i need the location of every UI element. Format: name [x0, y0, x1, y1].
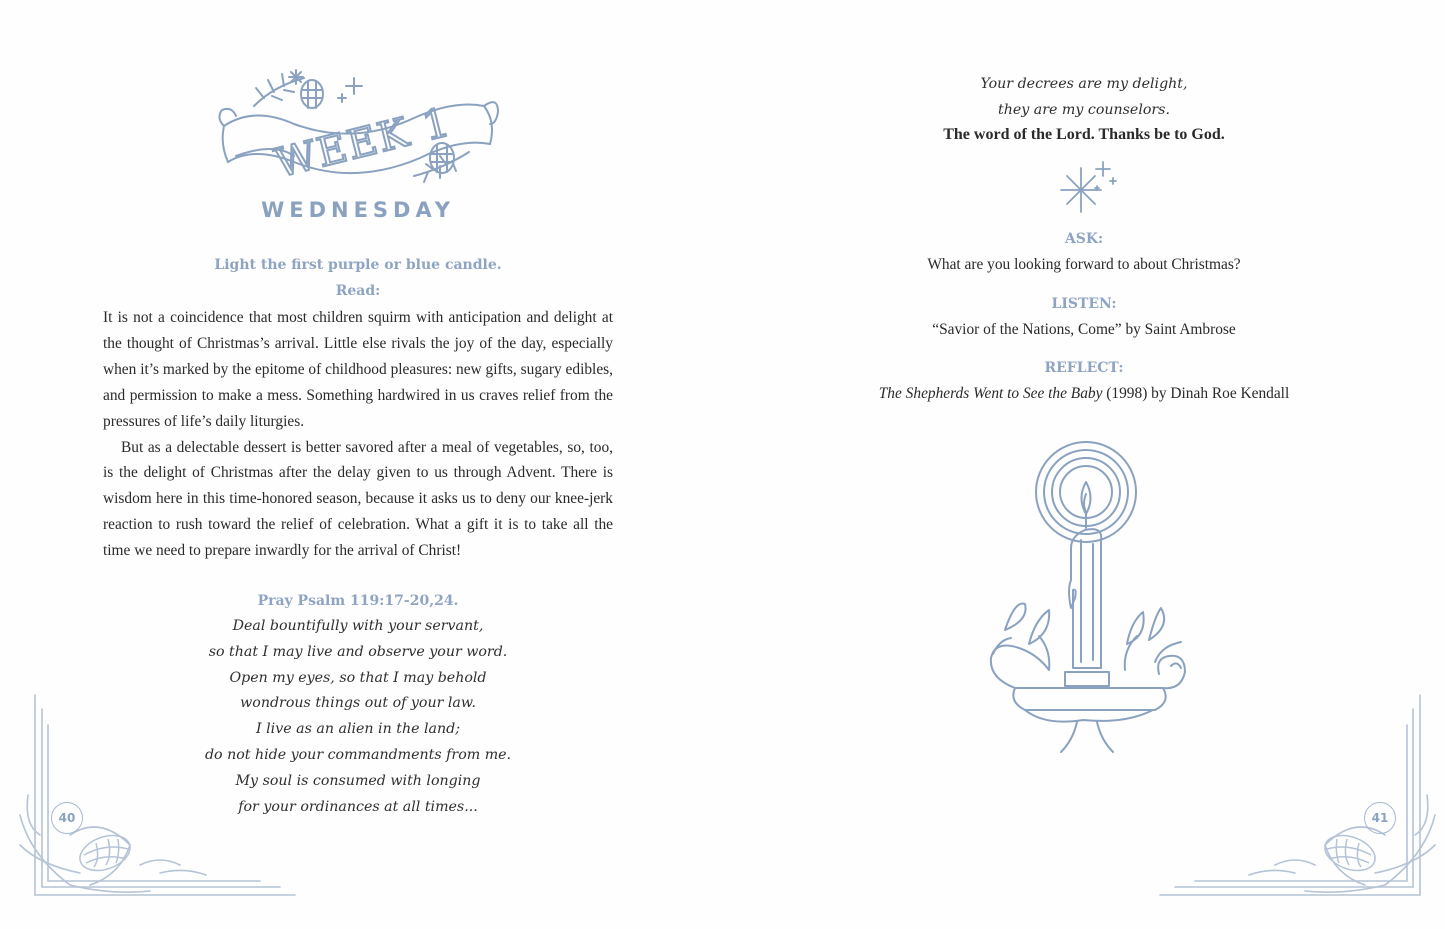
- artwork-title: The Shepherds Went to See the Baby: [878, 385, 1103, 402]
- closing-response: The word of the Lord. Thanks be to God.: [943, 126, 1225, 143]
- read-label: Read:: [335, 283, 381, 299]
- ask-label: ASK:: [1064, 231, 1104, 247]
- banner-text: WEEK 1: [270, 99, 456, 188]
- day-title: WEDNESDAY: [261, 198, 455, 222]
- page-number: 41: [1364, 802, 1396, 834]
- psalm-line: Open my eyes, so that I may behold: [229, 669, 487, 686]
- candle-instruction: Light the first purple or blue candle.: [214, 257, 502, 273]
- week-banner: [214, 66, 504, 196]
- psalm-line: do not hide your commandments from me.: [204, 746, 512, 763]
- ask-text: What are you looking forward to about Christmas?: [927, 256, 1241, 273]
- psalm-line: Deal bountifully with your servant,: [232, 618, 484, 634]
- psalm-line: so that I may live and observe your word.: [208, 643, 508, 660]
- verse-line: Your decrees are my delight,: [980, 76, 1188, 92]
- paragraph-2: But as a delectable dessert is better savored after a meal of vegetables, so, too, is the delight of Christmas after the delay given to us through Advent. There is wisdom here in this time-honored season, because it asks us to deny our knee-jerk reaction to rush toward the relief of celebration. What a gift it is to take all the time we need to prepare inwardly for the arrival of Christ!: [103, 438, 613, 560]
- listen-text: “Savior of the Nations, Come” by Saint Ambrose: [932, 321, 1236, 338]
- psalm-line: for your ordinances at all times...: [238, 798, 478, 815]
- left-page: [0, 0, 722, 929]
- reflect-label: REFLECT:: [1044, 360, 1124, 376]
- artwork-details: (1998) by Dinah Roe Kendall: [1102, 385, 1290, 402]
- verse-line: they are my counselors.: [998, 102, 1170, 118]
- pray-heading: Pray Psalm 119:17-20,24.: [257, 593, 459, 609]
- sparkle-icon: [1057, 160, 1117, 216]
- right-page: [723, 0, 1445, 929]
- psalm-line: wondrous things out of your law.: [240, 695, 476, 712]
- paragraph-1: It is not a coincidence that most children squirm with anticipation and delight at the thought of Christmas’s arrival. Little else rivals the joy of the day, especially when it’s marked by the epitome of childhood pleasures: new gifts, sugary edibles, and permission to make a mess. Something hardwired in us craves relief from the pressures of life’s daily liturgies.: [103, 309, 613, 430]
- psalm-line: My soul is consumed with longing: [235, 772, 481, 789]
- corner-ornament: [1155, 695, 1445, 910]
- listen-label: LISTEN:: [1051, 296, 1117, 312]
- reflect-text: [723, 385, 1445, 403]
- corner-ornament: [10, 695, 300, 910]
- psalm-line: I live as an alien in the land;: [256, 721, 460, 738]
- reading-text: [103, 305, 613, 564]
- page-number: 40: [51, 802, 83, 834]
